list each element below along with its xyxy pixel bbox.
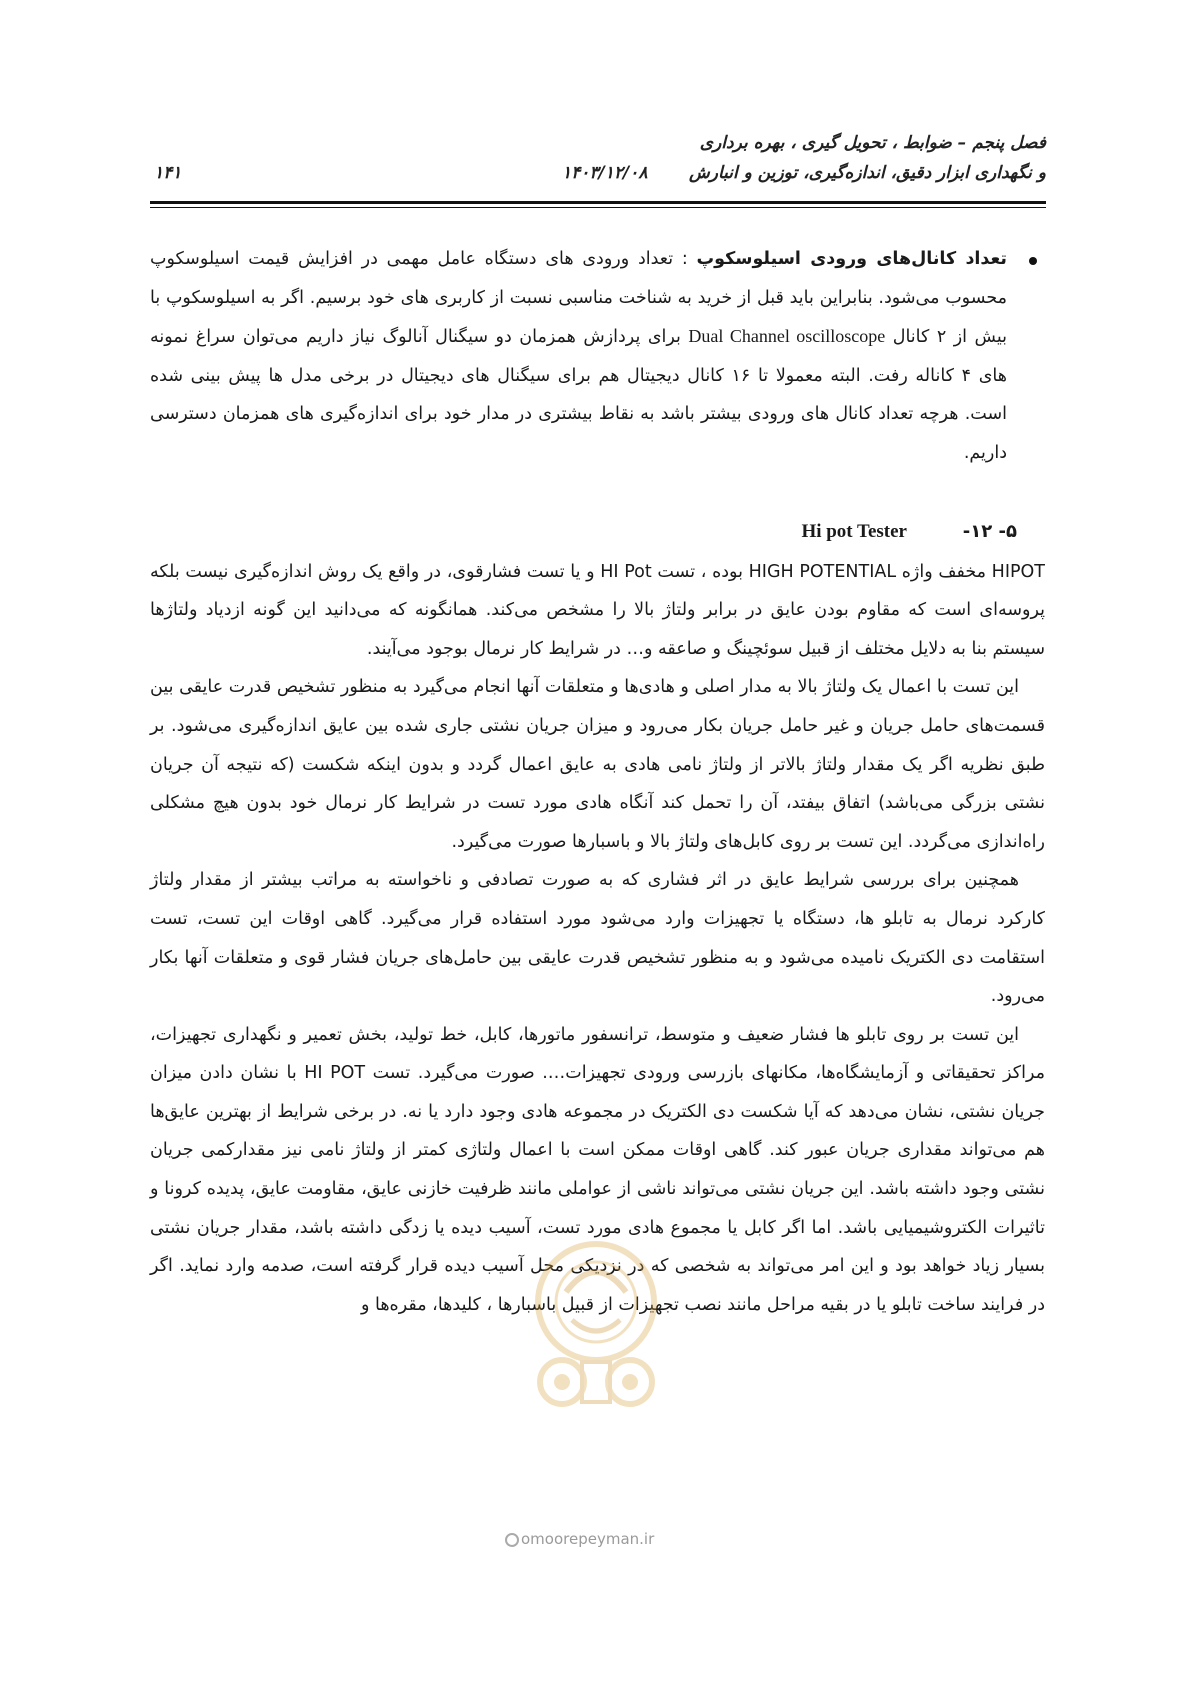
chapter-title-line2: و نگهداری ابزار دقیق، اندازه‌گیری، توزین و انبارش <box>689 163 1046 183</box>
paragraph-4: این تست بر روی تابلو ها فشار ضعیف و متوسط، ترانسفور ماتورها، کابل، خط تولید، بخش تعمیر و نگهداری تجهیزات، مراکز تحقیقاتی و آزمایشگاه‌ها، مکانهای بازرسی ورودی تجهیزات…. صورت می‌گیرد. تست HI POT با نشان دادن میزان جریان نشتی، نشان می‌دهد که آیا شکست دی الکتریک در مجموعه هادی وجود دارد یا نه. در برخی شرایط از بهترین عایق‌ها هم می‌تواند مقداری جریان عبور کند. گاهی اوقات ممکن است با اعمال ولتاژی کمتر از ولتاژ نامی نیز مقدارکمی جریان نشتی وجود داشته باشد. این جریان نشتی می‌تواند ناشی از عواملی مانند ظرفیت خازنی عایق، مقاومت عایق، پدیده کرونا و تاثیرات الکتروشیمیایی باشد. اما اگر کابل یا مجموع هادی مورد تست، آسیب دیده یا زدگی داشته باشد، مقدار جریان نشتی بسیار زیاد خواهد بود و این امر می‌تواند به شخصی که در نزدیکی محل آسیب دیده قرار گرفته است، صدمه وارد نماید. اگر در فرایند ساخت تابلو یا در بقیه مراحل مانند نصب تجهیزات از قبیل باسبارها ، کلیدها، مقره‌ها و <box>150 1024 1046 1315</box>
chapter-title-line1: فصل پنجم – ضوابط ، تحویل گیری ، بهره برداری <box>699 133 1046 153</box>
section-title: Hi pot Tester <box>801 520 907 542</box>
bullet-text-part1: : تعداد ورودی های دستگاه عامل مهمی در افزایش قیمت اسیلوسکوپ محسوب می‌شود. بنابراین باید قبل از خرید به شناخت مناسبی نسبت از کاربری های خود برسیم. اگر به اسیلوسکوپ با بیش از ۲ کانال <box>150 249 1007 348</box>
paragraph-1: HIPOT مخفف واژه HIGH POTENTIAL بوده ، تست HI Pot و یا تست فشارقوی، در واقع یک روش اندازه‌گیری نیست بلکه پروسه‌ای است که مقاوم بودن عایق در برابر ولتاژ بالا را مشخص می‌کند. همانگونه که می‌دانید این گونه ازدیاد ولتاژها سیستم بنا به دلایل مختلف از قبیل سوئچینگ و صاعقه و… در شرایط کار نرمال بوجود می‌آیند. <box>150 561 1045 659</box>
bullet-latin-term: Dual Channel oscilloscope <box>688 326 886 347</box>
header-rule-thin <box>150 207 1046 208</box>
bullet-item <box>150 240 1045 473</box>
section-number: ۵- ۱۲- <box>962 520 1017 542</box>
header-date: ۱۴۰۳/۱۲/۰۸ <box>562 163 648 183</box>
paragraph-3: همچنین برای بررسی شرایط عایق در اثر فشاری که به صورت تصادفی و ناخواسته به مراتب بیشتر از مقدار ولتاژ کارکرد نرمال به تابلو ها، دستگاه یا تجهیزات وارد می‌شود مورد استفاده قرار می‌گیرد. گاهی اوقات این تست، تست استقامت دی الکتریک نامیده می‌شود و به منظور تشخیص قدرت عایقی بین حامل‌های جریان فشار قوی و متعلقات آنها بکار می‌رود. <box>150 870 1045 1007</box>
section-heading <box>150 513 1045 553</box>
chapter-title <box>689 128 1046 188</box>
header-rule-thick <box>150 201 1046 204</box>
page-header <box>150 128 1046 206</box>
paragraph-2: این تست با اعمال یک ولتاژ بالا به مدار اصلی و هادی‌ها و متعلقات آنها انجام می‌گیرد به منظور تشخیص قدرت عایقی بین قسمت‌های حامل جریان و غیر حامل جریان بکار می‌رود و میزان جریان نشتی جاری شده بین عایق اندازه‌گیری می‌شود. بر طبق نظریه اگر یک مقدار ولتاژ بالاتر از ولتاژ نامی هادی به عایق اعمال گردد و بدون اینکه شکست (که نتیجه آن جریان نشتی بزرگی می‌باشد) اتفاق بیفتد، آن را تحمل کند آنگاه هادی مورد تست در شرایط کار نرمال خود بدون هیچ مشکلی راه‌اندازی می‌گردد. این تست بر روی کابل‌های ولتاژ بالا و باسبارها صورت می‌گیرد. <box>150 677 1045 852</box>
bullet-term: تعداد کانال‌های ورودی اسیلوسکوپ <box>696 249 1007 269</box>
main-content <box>150 240 1045 1324</box>
at-sign-icon <box>505 1533 519 1547</box>
page-number: ۱۴۱ <box>154 163 182 183</box>
watermark-logo-icon <box>512 1232 680 1422</box>
watermark-footer <box>505 1530 654 1548</box>
bullet-dot-icon <box>1029 257 1037 265</box>
bullet-text-part2: برای پردازش همزمان دو سیگنال آنالوگ نیاز داریم می‌توان سراغ نمونه های ۴ کاناله رفت. البته معمولا تا ۱۶ کانال دیجیتال هم برای سیگنال های دیجیتال در برخی مدل ها پیش بینی شده است. هرچه تعداد کانال های ورودی بیشتر باشد به نقاط بیشتری در مدار خود برای اندازه‌گیری های همزمان دسترسی داریم. <box>150 327 1007 463</box>
watermark-footer-text: omoorepeyman.ir <box>521 1530 655 1548</box>
